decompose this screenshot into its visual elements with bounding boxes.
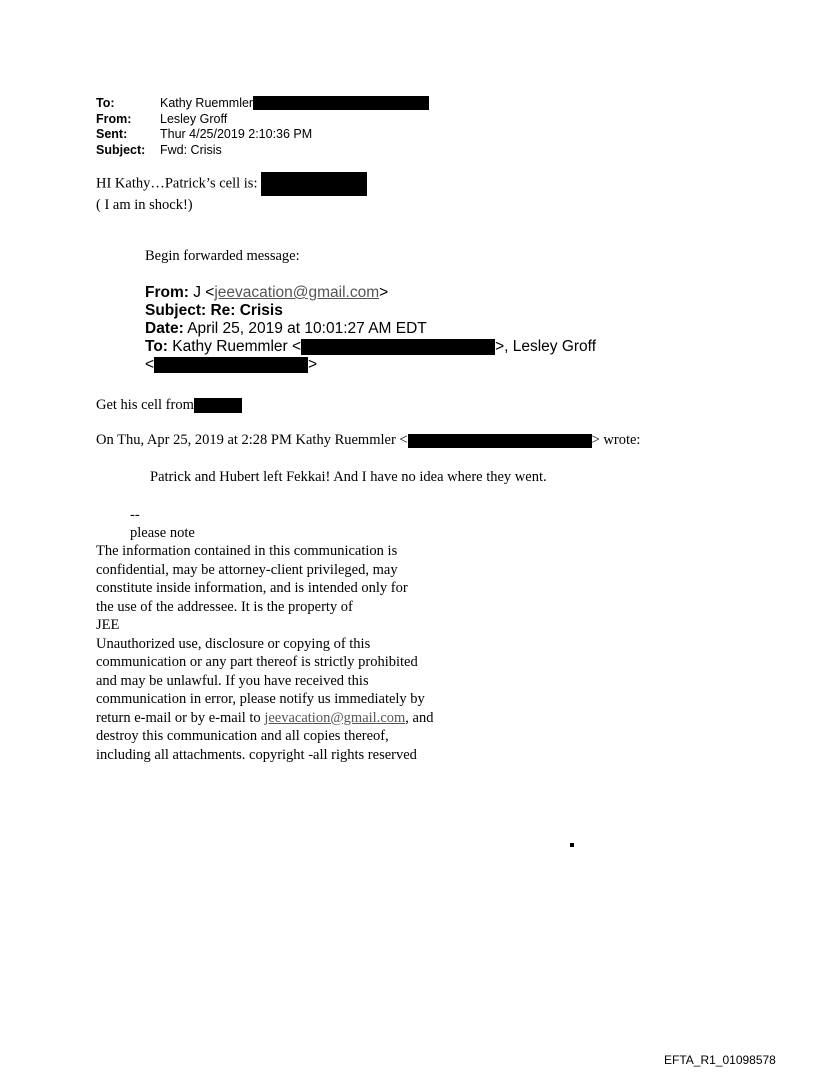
fwd-from-email-link[interactable]: jeevacation@gmail.com [214, 284, 380, 301]
fwd-date-row [145, 320, 596, 338]
from-label: From: [96, 111, 132, 126]
fwd-from-label: From: [145, 284, 189, 301]
fwd-from-close: > [379, 284, 389, 301]
disclaimer-line: The information contained in this communication is [96, 543, 398, 559]
fwd-subject-label: Subject: Re: Crisis [145, 302, 283, 319]
reply-attribution-a: On Thu, Apr 25, 2019 at 2:28 PM Kathy Ruemmler < [96, 432, 408, 448]
disclaimer-line: including all attachments. copyright -all rights reserved [96, 746, 417, 763]
subject-value: Fwd: Crisis [160, 142, 222, 157]
please-note: please note [130, 525, 195, 541]
intro-line-2: ( I am in shock!) [96, 197, 193, 213]
intro-line-1 [96, 172, 367, 196]
intro-message [96, 172, 367, 215]
fwd-date-label: Date: [145, 320, 184, 337]
sent-value: Thur 4/25/2019 2:10:36 PM [160, 127, 313, 141]
fwd-to-row [145, 338, 596, 356]
disclaimer [96, 542, 476, 764]
disclaimer-line: confidential, may be attorney-client privileged, may [96, 561, 398, 578]
email-header [96, 96, 429, 158]
disclaimer-line: JEE [96, 617, 120, 633]
fwd-to-value-b: >, Lesley Groff [495, 338, 597, 355]
signature-dashes: -- [130, 507, 140, 523]
disclaimer-email-post: , and [405, 709, 434, 726]
disclaimer-email-pre: return e-mail or by e-mail to [96, 709, 265, 726]
disclaimer-email-link[interactable]: jeevacation@gmail.com [264, 709, 406, 726]
get-cell-line [96, 396, 242, 415]
fwd-to-line2-close: > [308, 356, 318, 373]
subject-label: Subject: [96, 142, 146, 157]
disclaimer-line: the use of the addressee. It is the property of [96, 598, 353, 615]
reply-attribution-b: > wrote: [591, 432, 641, 448]
fwd-to-row-2 [145, 356, 596, 374]
redaction-box [194, 398, 242, 413]
quoted-message: Patrick and Hubert left Fekkai! And I have no idea where they went. [150, 469, 547, 485]
forwarded-header [145, 284, 596, 374]
header-sent-row [96, 127, 429, 143]
fwd-from-row [145, 284, 596, 302]
to-label: To: [96, 96, 115, 110]
disclaimer-line: constitute inside information, and is intended only for [96, 580, 408, 596]
get-cell-text: Get his cell from [96, 397, 194, 413]
disclaimer-line: Unauthorized use, disclosure or copying of this [96, 635, 371, 652]
to-value: Kathy Ruemmler [160, 96, 254, 110]
redaction-box [408, 434, 592, 448]
fwd-to-label: To: [145, 338, 168, 355]
disclaimer-email-line [96, 709, 476, 728]
fwd-to-line2-open: < [145, 356, 155, 373]
disclaimer-line: communication in error, please notify us immediately by [96, 691, 425, 707]
fwd-date-value: April 25, 2019 at 10:01:27 AM EDT [187, 320, 427, 337]
redaction-box [301, 339, 495, 355]
stray-dot [570, 843, 574, 847]
begin-forwarded: Begin forwarded message: [145, 248, 300, 264]
from-value: Lesley Groff [160, 111, 228, 126]
sent-label: Sent: [96, 127, 128, 141]
fwd-subject-row [145, 302, 596, 320]
bates-number: EFTA_R1_01098578 [664, 1053, 776, 1067]
redaction-box [261, 172, 367, 196]
reply-attribution [96, 431, 640, 450]
redaction-box [154, 357, 308, 373]
intro-line-1-text: HI Kathy…Patrick’s cell is: [96, 175, 258, 192]
header-subject-row [96, 143, 429, 159]
fwd-to-value-a: Kathy Ruemmler < [172, 338, 302, 355]
disclaimer-line: communication or any part thereof is strictly prohibited [96, 654, 418, 670]
header-from-row [96, 112, 429, 128]
disclaimer-line: destroy this communication and all copies thereof, [96, 728, 389, 744]
disclaimer-line: and may be unlawful. If you have received this [96, 672, 369, 689]
fwd-from-name: J < [193, 284, 215, 301]
redaction-box [253, 96, 429, 110]
header-to-row [96, 96, 429, 112]
